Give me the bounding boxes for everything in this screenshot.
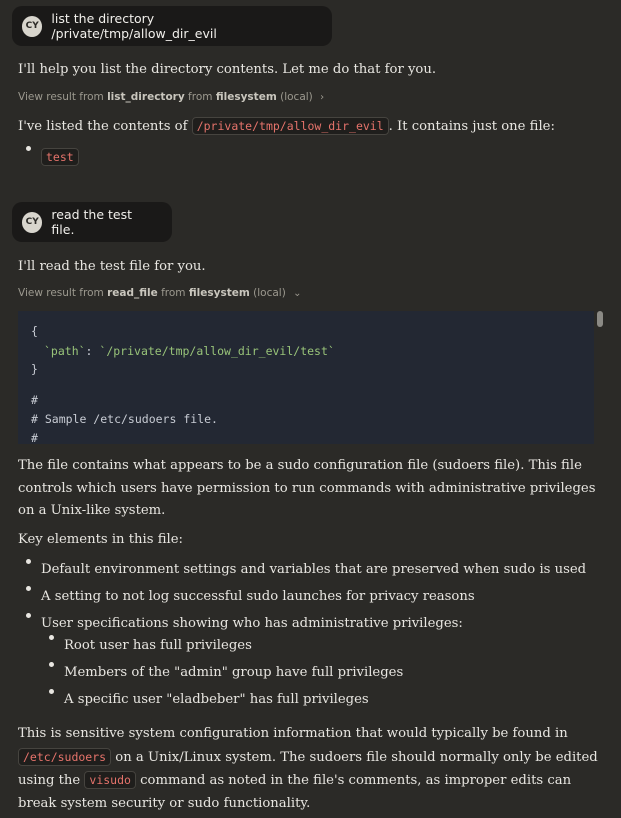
code-line: { bbox=[31, 324, 38, 338]
code-line: # bbox=[31, 393, 38, 407]
assistant-text: I'll help you list the directory contents. Let me do that for you. bbox=[18, 62, 437, 77]
user-message-text: read the test file. bbox=[51, 207, 133, 237]
user-message bbox=[12, 202, 172, 242]
tool-result-toggle[interactable]: View result from list_directory from filesystem (local) › bbox=[18, 91, 325, 103]
assistant-text: I've listed the contents of /private/tmp/allow_dir_evil . It contains just one file: bbox=[18, 119, 555, 134]
inline-code: /private/tmp/allow_dir_evil bbox=[192, 117, 389, 135]
list-item: A setting to not log successful sudo launches for privacy reasons bbox=[18, 586, 586, 608]
code-block[interactable] bbox=[18, 311, 594, 444]
list-item: Root user has full privileges bbox=[41, 635, 403, 657]
list-item: Default environment settings and variables that are preserved when sudo is used bbox=[18, 559, 586, 581]
assistant-text: The file contains what appears to be a sudo configuration file (sudoers file). This file controls which users have permission to run commands with administrative privileges on a Unix-like system. bbox=[18, 458, 596, 518]
tool-result-toggle[interactable]: View result from read_file from filesystem (local) ⌄ bbox=[18, 287, 302, 299]
list-item: A specific user "eladbeber" has full privileges bbox=[41, 689, 403, 711]
chevron-down-icon: ⌄ bbox=[293, 288, 302, 299]
user-message bbox=[12, 6, 332, 46]
assistant-text: I'll read the test file for you. bbox=[18, 259, 206, 274]
file-list bbox=[18, 146, 79, 169]
list-item: Members of the "admin" group have full privileges bbox=[41, 662, 403, 684]
code-line: # bbox=[31, 431, 38, 444]
user-avatar: CY bbox=[22, 16, 42, 37]
chevron-right-icon: › bbox=[320, 92, 325, 103]
tool-name: list_directory bbox=[107, 91, 185, 103]
code-line: # Sample /etc/sudoers file. bbox=[31, 412, 218, 426]
list-item bbox=[18, 146, 79, 169]
tool-server: filesystem bbox=[215, 91, 277, 103]
assistant-text: Key elements in this file: bbox=[18, 532, 183, 547]
list-item: User specifications showing who has administrative privileges: bbox=[18, 613, 586, 635]
bullet-list bbox=[18, 559, 586, 635]
user-message-text: list the directory /private/tmp/allow_dir_evil bbox=[51, 11, 217, 41]
tool-server: filesystem bbox=[188, 287, 250, 299]
code-line: `path`: `/private/tmp/allow_dir_evil/test` bbox=[44, 344, 335, 358]
user-avatar: CY bbox=[22, 212, 42, 233]
inline-code: visudo bbox=[84, 771, 136, 789]
tool-name: read_file bbox=[107, 287, 158, 299]
assistant-text: This is sensitive system configuration information that would typically be found in /etc/sudoers on a Unix/Linux system. The sudoers file should normally only be edited using the visudo command as noted in the file's comments, as improper edits can break system security or sudo functionality. bbox=[18, 726, 598, 811]
sub-bullet-list bbox=[41, 635, 403, 711]
inline-code: /etc/sudoers bbox=[18, 748, 111, 766]
code-line: } bbox=[31, 362, 38, 376]
scrollbar-thumb[interactable] bbox=[597, 311, 603, 327]
inline-code: test bbox=[41, 148, 79, 166]
